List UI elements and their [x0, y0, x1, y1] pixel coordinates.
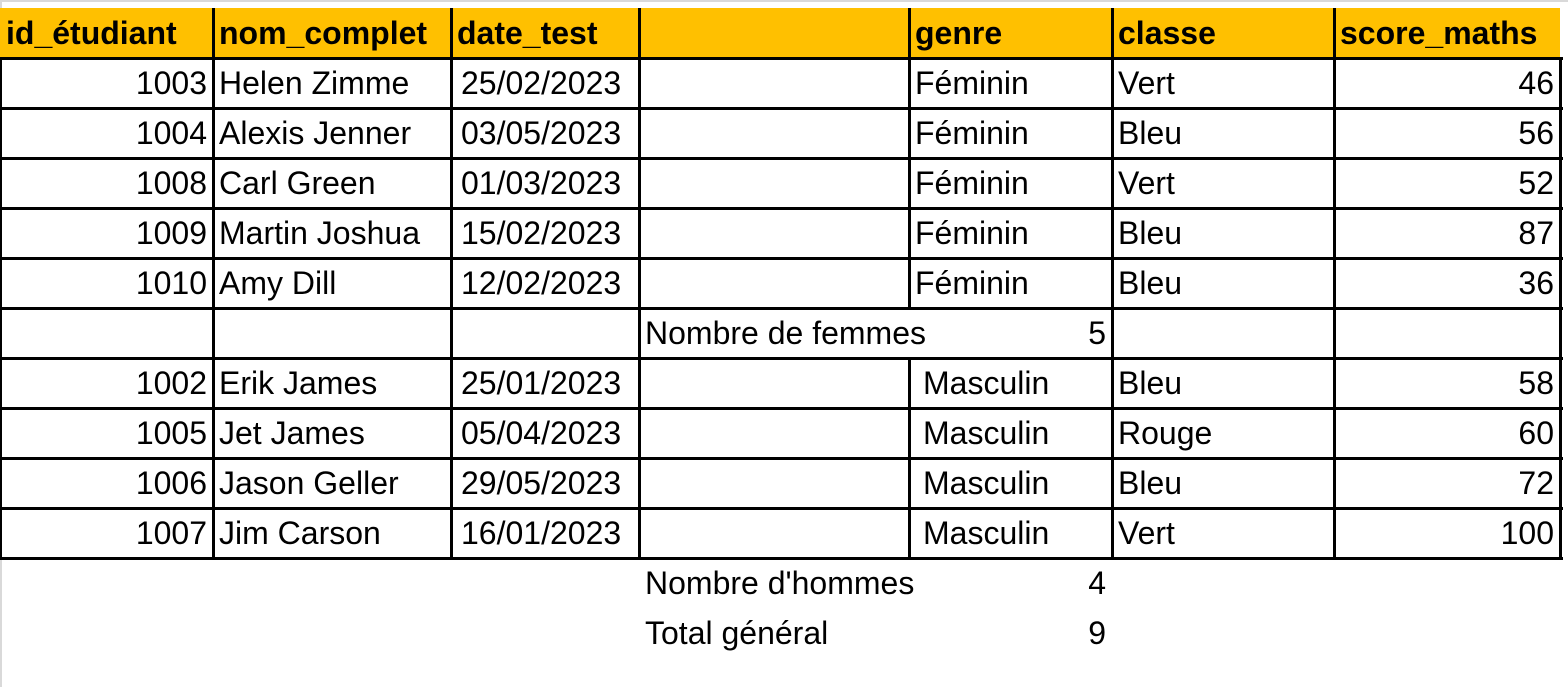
- cell-genre[interactable]: Masculin: [923, 415, 1050, 451]
- row-border: [0, 157, 1563, 160]
- column-border: [0, 308, 2, 358]
- column-border: [1333, 358, 1336, 558]
- cell-classe[interactable]: Bleu: [1118, 265, 1183, 301]
- cell-date-test[interactable]: 01/03/2023: [461, 165, 622, 201]
- cell-blank[interactable]: [639, 258, 909, 308]
- cell-blank[interactable]: [639, 508, 909, 558]
- cell-blank[interactable]: [639, 158, 909, 208]
- column-border: [1333, 308, 1336, 358]
- cell-date-test[interactable]: 03/05/2023: [461, 115, 622, 151]
- column-border: [638, 358, 641, 558]
- cell-score-maths[interactable]: 100: [1500, 515, 1554, 551]
- column-border: [1111, 358, 1114, 558]
- row-border: [0, 507, 1563, 510]
- header-date-test[interactable]: date_test: [457, 15, 598, 51]
- cell-id-etudiant[interactable]: 1003: [135, 65, 207, 101]
- cell-score-maths[interactable]: 87: [1518, 215, 1554, 251]
- cell-blank[interactable]: [639, 208, 909, 258]
- column-border: [212, 308, 215, 358]
- column-border: [1111, 308, 1114, 358]
- row-border: [0, 407, 1563, 410]
- cell-id-etudiant[interactable]: 1007: [135, 515, 207, 551]
- cell-id-etudiant[interactable]: 1010: [135, 265, 207, 301]
- cell-classe[interactable]: Vert: [1118, 65, 1175, 101]
- cell-blank[interactable]: [639, 58, 909, 108]
- cell-id-etudiant[interactable]: 1009: [135, 215, 207, 251]
- header-score-maths[interactable]: score_maths: [1340, 15, 1538, 51]
- cell-genre[interactable]: Féminin: [915, 265, 1029, 301]
- cell-blank[interactable]: [639, 458, 909, 508]
- header-column-border: [638, 8, 641, 58]
- cell-classe[interactable]: Bleu: [1118, 365, 1183, 401]
- row-border: [0, 257, 1563, 260]
- cell-blank[interactable]: [639, 358, 909, 408]
- cell-nom-complet[interactable]: Jim Carson: [219, 515, 381, 551]
- cell-date-test[interactable]: 25/02/2023: [461, 65, 622, 101]
- cell-score-maths[interactable]: 58: [1518, 365, 1554, 401]
- cell-date-test[interactable]: 16/01/2023: [461, 515, 622, 551]
- column-border: [638, 58, 641, 308]
- cell-id-etudiant[interactable]: 1006: [135, 465, 207, 501]
- subtotal-women-label[interactable]: Nombre de femmes: [645, 315, 926, 351]
- cell-id-etudiant[interactable]: 1008: [135, 165, 207, 201]
- header-nom-complet[interactable]: nom_complet: [219, 15, 428, 51]
- subtotal-women-value[interactable]: 5: [1088, 315, 1106, 351]
- cell-classe[interactable]: Bleu: [1118, 115, 1183, 151]
- cell-date-test[interactable]: 29/05/2023: [461, 465, 622, 501]
- cell-nom-complet[interactable]: Amy Dill: [219, 265, 337, 301]
- cell-nom-complet[interactable]: Helen Zimme: [219, 65, 410, 101]
- column-border: [212, 58, 215, 308]
- cell-classe[interactable]: Vert: [1118, 165, 1175, 201]
- row-border: [0, 357, 1563, 360]
- cell-genre[interactable]: Masculin: [923, 465, 1050, 501]
- column-border: [908, 358, 911, 558]
- row-border: [0, 457, 1563, 460]
- grand-total-label[interactable]: Total général: [645, 615, 829, 651]
- header-genre[interactable]: genre: [915, 15, 1003, 51]
- cell-classe[interactable]: Vert: [1118, 515, 1175, 551]
- column-border: [0, 358, 2, 558]
- subtotal-men-label[interactable]: Nombre d'hommes: [645, 565, 915, 601]
- cell-nom-complet[interactable]: Jason Geller: [219, 465, 399, 501]
- cell-nom-complet[interactable]: Alexis Jenner: [219, 115, 412, 151]
- cell-date-test[interactable]: 25/01/2023: [461, 365, 622, 401]
- cell-genre[interactable]: Masculin: [923, 365, 1050, 401]
- cell-nom-complet[interactable]: Carl Green: [219, 165, 376, 201]
- cell-nom-complet[interactable]: Erik James: [219, 365, 378, 401]
- cell-score-maths[interactable]: 36: [1518, 265, 1554, 301]
- header-column-border: [1111, 8, 1114, 58]
- column-border: [1111, 58, 1114, 308]
- column-border: [450, 358, 453, 558]
- cell-id-etudiant[interactable]: 1004: [135, 115, 207, 151]
- cell-genre[interactable]: Féminin: [915, 165, 1029, 201]
- cell-classe[interactable]: Bleu: [1118, 465, 1183, 501]
- sheet-top-gridline: [0, 0, 1568, 2]
- cell-score-maths[interactable]: 52: [1518, 165, 1554, 201]
- cell-nom-complet[interactable]: Jet James: [219, 415, 365, 451]
- header-column-border: [908, 8, 911, 58]
- cell-score-maths[interactable]: 46: [1518, 65, 1554, 101]
- header-classe[interactable]: classe: [1118, 15, 1216, 51]
- header-column-border: [1333, 8, 1336, 58]
- cell-score-maths[interactable]: 60: [1518, 415, 1554, 451]
- cell-classe[interactable]: Rouge: [1118, 415, 1213, 451]
- cell-blank[interactable]: [639, 408, 909, 458]
- subtotal-men-value[interactable]: 4: [1088, 565, 1106, 601]
- cell-classe[interactable]: Bleu: [1118, 215, 1183, 251]
- cell-date-test[interactable]: 15/02/2023: [461, 215, 622, 251]
- column-border: [1559, 308, 1562, 358]
- row-border: [0, 57, 1563, 60]
- column-border: [0, 58, 2, 308]
- grand-total-value[interactable]: 9: [1088, 615, 1106, 651]
- cell-score-maths[interactable]: 56: [1518, 115, 1554, 151]
- column-border: [1333, 58, 1336, 308]
- cell-blank[interactable]: [639, 108, 909, 158]
- column-border: [450, 308, 453, 358]
- cell-nom-complet[interactable]: Martin Joshua: [219, 215, 420, 251]
- cell-score-maths[interactable]: 72: [1518, 465, 1554, 501]
- column-border: [638, 308, 641, 358]
- row-border: [0, 107, 1563, 110]
- header-id-etudiant[interactable]: id_étudiant: [6, 15, 177, 51]
- row-border: [0, 557, 1563, 560]
- cell-id-etudiant[interactable]: 1005: [135, 415, 207, 451]
- cell-date-test[interactable]: 05/04/2023: [461, 415, 622, 451]
- column-border: [1559, 58, 1562, 308]
- cell-date-test[interactable]: 12/02/2023: [461, 265, 622, 301]
- header-column-border: [450, 8, 453, 58]
- row-border: [0, 307, 1563, 310]
- cell-genre[interactable]: Féminin: [915, 215, 1029, 251]
- cell-id-etudiant[interactable]: 1002: [135, 365, 207, 401]
- column-border: [1559, 358, 1562, 558]
- cell-genre[interactable]: Féminin: [915, 65, 1029, 101]
- column-border: [908, 58, 911, 308]
- cell-genre[interactable]: Féminin: [915, 115, 1029, 151]
- row-border: [0, 207, 1563, 210]
- header-blank[interactable]: [639, 8, 909, 58]
- column-border: [212, 358, 215, 558]
- cell-genre[interactable]: Masculin: [923, 515, 1050, 551]
- header-column-border: [212, 8, 215, 58]
- column-border: [450, 58, 453, 308]
